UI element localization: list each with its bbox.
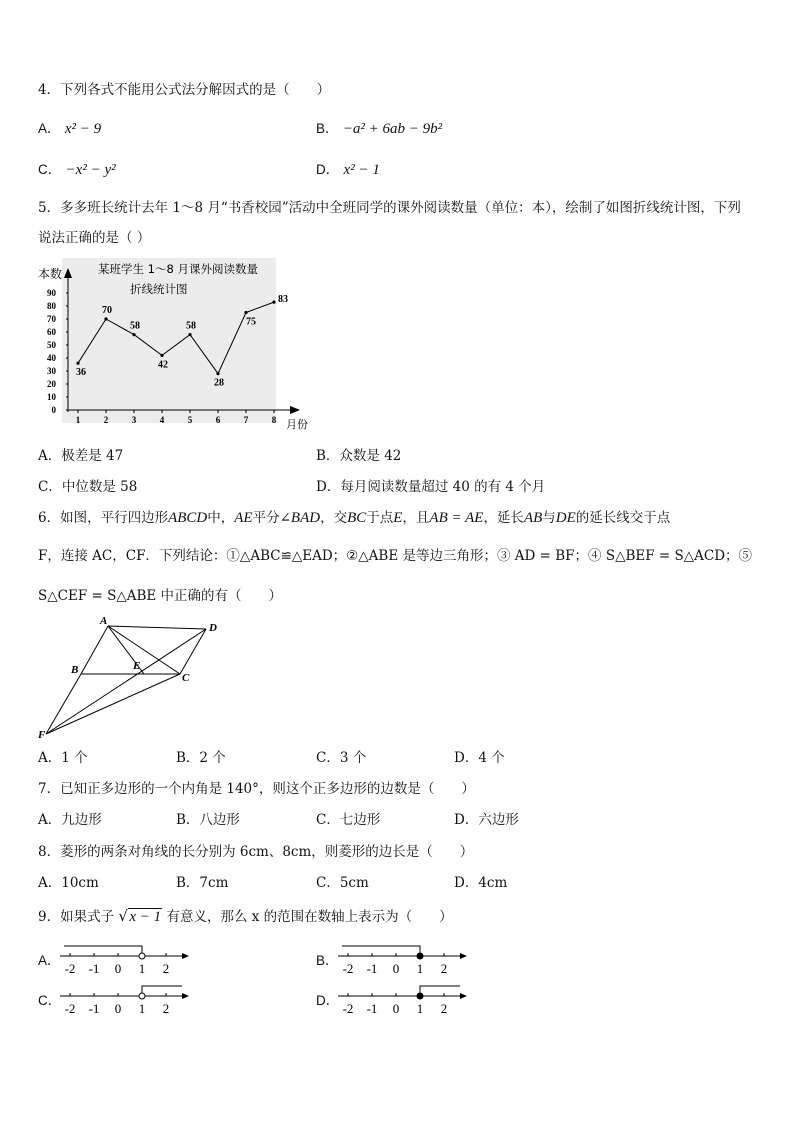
tick-label: -1 bbox=[366, 961, 378, 976]
y-tick-label: 10 bbox=[47, 392, 56, 402]
radical-sign: √ bbox=[118, 907, 128, 925]
data-point bbox=[104, 317, 107, 320]
tick-label: 1 bbox=[138, 1001, 146, 1016]
chart-title-line1: 某班学生 1～8 月课外阅读数量 bbox=[98, 262, 258, 276]
q4-c-math: −x² − y² bbox=[65, 162, 116, 178]
axis-arrow bbox=[460, 993, 467, 999]
solution-bracket bbox=[64, 946, 142, 956]
q5-stem-line2: 说法正确的是（ ） bbox=[38, 230, 151, 246]
q6-option-a: A．1 个 bbox=[38, 750, 88, 766]
x-tick-label: 4 bbox=[159, 415, 165, 425]
tick-label: 1 bbox=[416, 1001, 424, 1016]
q6-stem-line2: F，连接 AC，CF．下列结论：①△ABC≌△EAD；②△ABE 是等边三角形；③ AD = BF；④ S△BEF = S△ACD；⑤ bbox=[38, 548, 753, 564]
q8-option-d: D．4cm bbox=[454, 875, 508, 891]
q6-l1-mid2: 平分∠ bbox=[252, 510, 291, 526]
y-tick-label: 70 bbox=[47, 314, 56, 324]
q5-option-a: A．极差是 47 bbox=[38, 448, 124, 464]
y-tick-label: 30 bbox=[47, 366, 56, 376]
q6-l1-prefix: 6．如图，平行四边形 bbox=[38, 510, 169, 526]
axis-arrow bbox=[460, 953, 467, 959]
q6-l1-mid4: 于点 bbox=[366, 510, 394, 526]
q5-option-d: D．每月阅读数量超过 40 的有 4 个月 bbox=[316, 479, 546, 495]
q9-stem-prefix: 9．如果式子 bbox=[38, 909, 115, 925]
q6-l1-suffix: 的延长线交于点 bbox=[575, 510, 671, 526]
sqrt-expression bbox=[118, 907, 162, 927]
tick-label: -2 bbox=[342, 1001, 354, 1016]
segment-ab bbox=[81, 626, 108, 674]
closed-endpoint bbox=[417, 993, 423, 999]
q6-l1-m6: AB = AE bbox=[429, 510, 484, 526]
q8-stem: 8．菱形的两条对角线的长分别为 6cm、8cm，则菱形的边长是（ ） bbox=[38, 844, 474, 860]
q4-stem: 4．下列各式不能用公式法分解因式的是（ ） bbox=[38, 82, 331, 98]
label-b: B bbox=[71, 664, 79, 676]
number-line-d bbox=[336, 978, 471, 1018]
q4-option-c bbox=[38, 160, 116, 180]
data-label: 83 bbox=[278, 294, 288, 306]
q4-d-label: D． bbox=[316, 162, 340, 177]
number-line-a bbox=[58, 938, 193, 978]
q5-option-c: C．中位数是 58 bbox=[38, 479, 138, 495]
q6-l1-mid7: 与 bbox=[542, 510, 556, 526]
q7-option-c: C．七边形 bbox=[316, 812, 381, 828]
tick-label: 1 bbox=[416, 961, 424, 976]
number-line-c bbox=[58, 978, 193, 1018]
tick-label: 0 bbox=[392, 961, 400, 976]
parallelogram-figure bbox=[36, 614, 236, 739]
tick-label: 0 bbox=[114, 961, 122, 976]
tick-label: 1 bbox=[138, 961, 146, 976]
q7-option-d: D．六边形 bbox=[454, 812, 519, 828]
solution-bracket bbox=[420, 986, 460, 996]
segment-ac bbox=[108, 626, 180, 674]
open-endpoint bbox=[139, 953, 145, 959]
x-tick-label: 8 bbox=[271, 415, 277, 425]
x-tick-label: 5 bbox=[187, 415, 193, 425]
data-label: 70 bbox=[102, 305, 112, 316]
q6-l1-m3: BAD bbox=[290, 510, 321, 526]
solution-bracket bbox=[342, 946, 420, 956]
data-label: 28 bbox=[214, 377, 224, 389]
closed-endpoint bbox=[417, 953, 423, 959]
tick-label: -1 bbox=[88, 961, 100, 976]
q6-l1-mid1: 中， bbox=[207, 510, 235, 526]
x-axis-arrow bbox=[290, 406, 300, 414]
y-tick-label: 0 bbox=[51, 405, 56, 415]
reading-line-chart bbox=[30, 258, 320, 438]
q7-stem: 7．已知正多边形的一个内角是 140°，则这个正多边形的边数是（ ） bbox=[38, 781, 475, 797]
q9-radicand: x − 1 bbox=[129, 909, 162, 925]
q6-option-d: D．4 个 bbox=[454, 750, 505, 766]
axis-arrow bbox=[182, 953, 189, 959]
data-point bbox=[272, 301, 275, 304]
q6-l1-m5: E bbox=[393, 510, 403, 526]
y-tick-label: 20 bbox=[47, 379, 56, 389]
segment-cf bbox=[46, 674, 180, 734]
tick-label: -2 bbox=[64, 961, 76, 976]
open-endpoint bbox=[139, 993, 145, 999]
q6-l1-mid3: ，交 bbox=[320, 510, 348, 526]
x-tick-label: 7 bbox=[243, 415, 249, 425]
tick-label: 0 bbox=[392, 1001, 400, 1016]
q4-d-math: x² − 1 bbox=[343, 162, 380, 178]
q9-stem bbox=[38, 907, 453, 927]
tick-label: 2 bbox=[440, 1001, 448, 1016]
q6-l1-mid6: ，延长 bbox=[483, 510, 524, 526]
q5-stem-line1: 5．多多班长统计去年 1～8 月“书香校园”活动中全班同学的课外阅读数量（单位：本），绘制了如图折线统计图，下列 bbox=[38, 200, 741, 216]
tick-label: 0 bbox=[114, 1001, 122, 1016]
q6-l1-m2: AE bbox=[234, 510, 253, 526]
label-c: C bbox=[182, 672, 190, 684]
q6-l1-m7: AB bbox=[523, 510, 543, 526]
q9-a-label: A． bbox=[38, 953, 61, 968]
q9-c-label: C． bbox=[38, 993, 62, 1008]
q4-option-b bbox=[316, 119, 442, 139]
chart-xlabel: 月份 bbox=[286, 418, 308, 431]
data-label: 75 bbox=[246, 316, 256, 328]
q6-option-b: B．2 个 bbox=[176, 750, 226, 766]
q4-option-a bbox=[38, 119, 101, 139]
data-label: 42 bbox=[158, 359, 168, 371]
data-point bbox=[244, 311, 247, 314]
data-label: 58 bbox=[130, 320, 140, 332]
data-point bbox=[132, 333, 135, 336]
q6-option-c: C．3 个 bbox=[316, 750, 367, 766]
data-point bbox=[160, 354, 163, 357]
q4-b-label: B． bbox=[316, 121, 339, 136]
q4-c-label: C． bbox=[38, 162, 62, 177]
q4-a-math: x² − 9 bbox=[64, 121, 102, 137]
segment-dc bbox=[180, 629, 206, 674]
q7-option-a: A．九边形 bbox=[38, 812, 102, 828]
q6-l1-m8: DE bbox=[555, 510, 576, 526]
data-label: 36 bbox=[76, 367, 86, 379]
q4-a-label: A． bbox=[38, 121, 61, 136]
x-tick-label: 3 bbox=[131, 415, 137, 425]
y-tick-label: 40 bbox=[47, 353, 56, 363]
tick-label: 2 bbox=[440, 961, 448, 976]
q5-option-b: B．众数是 42 bbox=[316, 448, 402, 464]
tick-label: 2 bbox=[162, 1001, 170, 1016]
chart-ylabel: 本数 bbox=[38, 267, 63, 281]
q6-l1-m4: BC bbox=[347, 510, 367, 526]
q6-stem-line1 bbox=[38, 508, 670, 528]
number-line-b bbox=[336, 938, 471, 978]
q4-b-math: −a² + 6ab − 9b² bbox=[342, 121, 443, 137]
q8-option-b: B．7cm bbox=[176, 875, 229, 891]
label-a: A bbox=[100, 615, 108, 627]
chart-title-line2: 折线统计图 bbox=[130, 282, 188, 296]
label-e: E bbox=[133, 660, 141, 672]
q6-l1-mid5: ，且 bbox=[402, 510, 430, 526]
segment-bf bbox=[46, 674, 81, 734]
tick-label: -1 bbox=[366, 1001, 378, 1016]
x-tick-label: 6 bbox=[215, 415, 221, 425]
tick-label: -2 bbox=[342, 961, 354, 976]
data-point bbox=[188, 333, 191, 336]
q6-l1-m1: ABCD bbox=[168, 510, 208, 526]
label-f: F bbox=[38, 729, 46, 739]
data-label: 58 bbox=[186, 320, 196, 332]
x-tick-label: 2 bbox=[103, 415, 109, 425]
tick-label: -2 bbox=[64, 1001, 76, 1016]
q4-option-d bbox=[316, 160, 380, 180]
q7-option-b: B．八边形 bbox=[176, 812, 240, 828]
data-point bbox=[76, 362, 79, 365]
q8-option-a: A．10cm bbox=[38, 875, 99, 891]
y-tick-label: 80 bbox=[47, 301, 56, 311]
y-tick-label: 50 bbox=[47, 340, 56, 350]
axis-arrow bbox=[182, 993, 189, 999]
label-d: D bbox=[209, 622, 217, 634]
y-tick-label: 90 bbox=[47, 288, 56, 298]
q9-b-label: B． bbox=[316, 953, 339, 968]
q9-d-label: D． bbox=[316, 993, 340, 1008]
q9-stem-suffix: 有意义，那么 x 的范围在数轴上表示为（ ） bbox=[166, 909, 453, 925]
q6-stem-line3: S△CEF = S△ABE 中正确的有（ ） bbox=[38, 588, 283, 604]
solution-bracket bbox=[142, 986, 182, 996]
q8-option-c: C．5cm bbox=[316, 875, 369, 891]
tick-label: 2 bbox=[162, 961, 170, 976]
x-tick-label: 1 bbox=[75, 415, 81, 425]
data-point bbox=[216, 372, 219, 375]
y-tick-label: 60 bbox=[47, 327, 56, 337]
segment-ad bbox=[108, 626, 206, 629]
tick-label: -1 bbox=[88, 1001, 100, 1016]
